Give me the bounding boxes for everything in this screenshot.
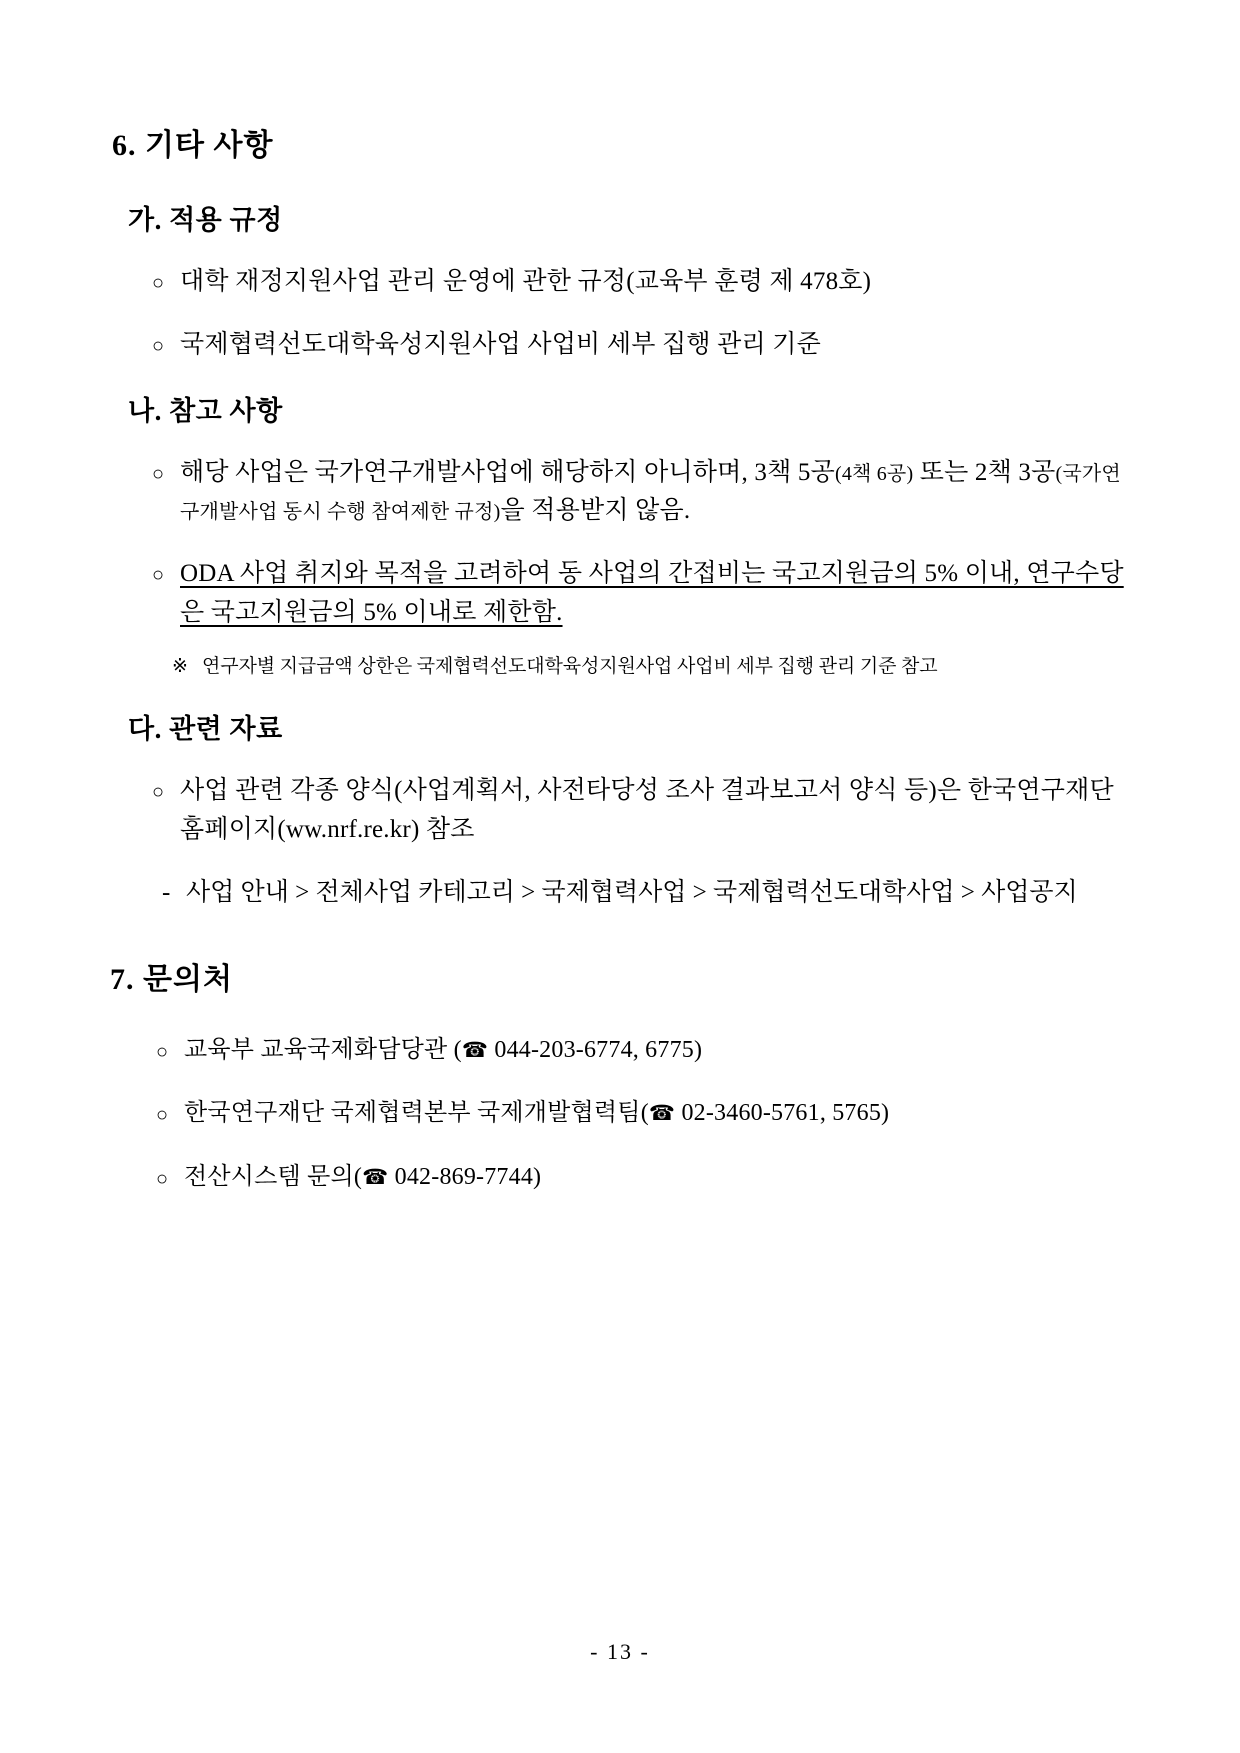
sub-list-item [110, 874, 1130, 913]
contact-phone: 044-203-6774, 6775) [488, 1037, 703, 1064]
section-heading-6: 6. 기타 사항 [112, 129, 274, 162]
bullet-marker: ○ [156, 1041, 169, 1064]
list-item [110, 772, 1130, 850]
footnote-text: 연구자별 지급금액 상한은 국제협력선도대학육성지원사업 사업비 세부 집행 관리 기준 참고 [202, 655, 938, 677]
list-item-text [184, 1032, 1130, 1069]
sub-list-item-text: 사업 안내 > 전체사업 카테고리 > 국제협력사업 > 국제협력선도대학사업 > 사업공지 [186, 878, 1078, 906]
bullet-marker: ○ [156, 1104, 169, 1127]
list-item-text [184, 1095, 1130, 1132]
text-part-small: (국가연구개발사업 동시 수행 참여제한 규정) [180, 462, 1121, 524]
list-item-text [184, 1159, 1130, 1196]
list-item-text: 국제협력선도대학육성지원사업 사업비 세부 집행 관리 기준 [180, 330, 822, 358]
list-item [110, 1032, 1130, 1069]
list-item-text [180, 454, 1130, 532]
text-part: 해당 사업은 국가연구개발사업에 해당하지 아니하며, 3책 5공 [180, 458, 835, 486]
telephone-icon: ☎ [648, 1101, 676, 1126]
bullet-marker: ○ [152, 272, 165, 294]
subsection-heading-b: 나. 참고 사항 [128, 395, 283, 426]
footnote [110, 653, 1130, 682]
bullet-marker: ○ [152, 781, 165, 803]
contact-label: 한국연구재단 국제협력본부 국제개발협력팀( [184, 1100, 649, 1127]
telephone-icon: ☎ [461, 1038, 489, 1063]
bullet-marker: ○ [152, 334, 165, 357]
text-part-small: (4책 6공) [834, 462, 914, 485]
list-item-text: 사업 관련 각종 양식(사업계획서, 사전타당성 조사 결과보고서 양식 등)은 한국연구재단 홈페이지(ww.nrf.re.kr) 참조 [180, 777, 1114, 843]
bullet-marker: ○ [152, 564, 165, 586]
text-part: 을 적용받지 않음. [500, 497, 691, 525]
text-part: 또는 2책 3공 [913, 458, 1056, 486]
section-heading-7: 7. 문의처 [110, 963, 233, 997]
list-item [110, 326, 1130, 365]
list-item [110, 555, 1130, 633]
bullet-marker: ○ [152, 462, 165, 485]
list-item [110, 454, 1130, 532]
contact-label: 교육부 교육국제화담당관 ( [184, 1037, 462, 1064]
page-number: - 13 - [590, 1639, 650, 1664]
dash-marker: - [162, 878, 171, 906]
contact-phone: 02-3460-5761, 5765) [675, 1100, 890, 1127]
reference-mark-icon: ※ [172, 655, 188, 677]
subsection-heading-c: 다. 관련 자료 [128, 714, 283, 744]
list-item [110, 1095, 1130, 1132]
telephone-icon: ☎ [362, 1164, 389, 1189]
list-item [110, 263, 1130, 302]
contact-list [110, 1032, 1130, 1196]
list-item-text: 대학 재정지원사업 관리 운영에 관한 규정(교육부 훈령 제 478호) [180, 268, 872, 295]
list-item [110, 1159, 1130, 1196]
subsection-heading-a: 가. 적용 규정 [128, 205, 283, 235]
contact-label: 전산시스템 문의( [184, 1163, 363, 1190]
bullet-marker: ○ [156, 1167, 169, 1190]
contact-phone: 042-869-7744) [388, 1163, 542, 1190]
list-item-text-underlined: ODA 사업 취지와 목적을 고려하여 동 사업의 간접비는 국고지원금의 5% 이내, 연구수당은 국고지원금의 5% 이내로 제한함. [180, 560, 1124, 626]
